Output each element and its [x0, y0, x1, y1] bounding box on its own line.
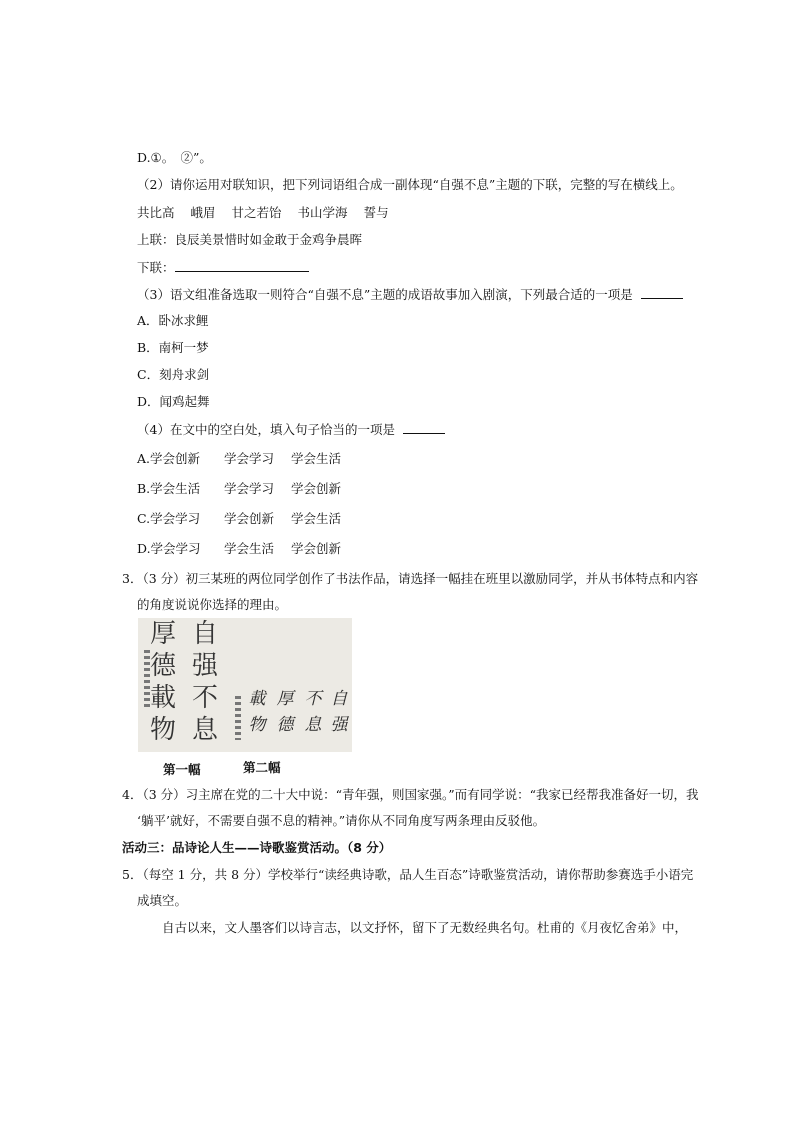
option-part: 学会学习: [224, 451, 275, 466]
option-part: 学会生活: [291, 451, 342, 466]
q4-prompt-text: （4）在文中的空白处，填入句子恰当的一项是: [137, 422, 395, 437]
q3-option-a: A．卧冰求鲤: [137, 313, 209, 328]
work1-column-1: 厚 德 載 物: [149, 619, 176, 745]
q3-prompt-text: （3）语文组准备选取一则符合“自强不息”主题的成语故事加入剧演，下列最合适的一项是: [137, 287, 633, 302]
word: 甘之若饴: [231, 205, 282, 220]
work2-column-1: 載 物: [248, 689, 266, 735]
question-3-line1: 3．（3 分）初三某班的两位同学创作了书法作品，请选择一幅挂在班里以激励同学，并从书体特点和内容: [122, 571, 699, 586]
word: 书山学海: [297, 205, 348, 220]
q3-prompt: [137, 286, 683, 303]
option-part: 学会学习: [224, 481, 275, 496]
question-5-line1: 5．（每空 1 分，共 8 分）学校举行“读经典诗歌，品人生百态”诗歌鉴赏活动，请你帮助参赛选手小语完: [122, 867, 694, 882]
question-3-line2: 的角度说说你选择的理由。: [137, 597, 288, 612]
option-part: 学会创新: [224, 511, 275, 526]
answer-blank[interactable]: [175, 259, 309, 272]
q2-upper-couplet: 上联：良辰美景惜时如金敢于金鸡争晨晖: [137, 232, 363, 247]
q4-prompt: [137, 421, 445, 438]
q4-option-b: [137, 481, 341, 497]
calligraphy-image: [138, 618, 352, 752]
option-part: 学会创新: [291, 541, 342, 556]
option-part: C.学会学习: [137, 511, 201, 526]
option-part: D.学会学习: [137, 541, 201, 556]
caption-work-1: 第一幅: [163, 762, 201, 777]
answer-blank[interactable]: [641, 286, 683, 299]
seal-mark: [235, 696, 241, 740]
q2-lower-couplet: [137, 259, 309, 276]
word: 誓与: [363, 205, 389, 220]
q4-option-d: [137, 541, 341, 557]
word: 峨眉: [190, 205, 216, 220]
option-part: A.学会创新: [137, 451, 201, 466]
question-4-line2: ‘躺平’就好，不需要自强不息的精神。”请你从不同角度写两条理由反驳他。: [137, 813, 546, 828]
q3-option-d: D．闻鸡起舞: [137, 394, 210, 409]
paragraph: 自古以来，文人墨客们以诗言志，以文抒怀，留下了无数经典名句。杜甫的《月夜忆舍弟》中，: [162, 920, 688, 935]
q3-option-c: C．刻舟求剑: [137, 367, 210, 382]
question-5-line2: 成填空。: [137, 893, 188, 908]
seal-mark: [144, 650, 150, 708]
option-part: B.学会生活: [137, 481, 201, 496]
option-part: 学会生活: [291, 511, 342, 526]
lower-label: 下联：: [137, 260, 175, 275]
question-4-line1: 4．（3 分）习主席在党的二十大中说：“青年强，则国家强。”而有同学说：“我家已经帮我准备好一切，我: [122, 787, 699, 802]
q3-option-b: B．南柯一梦: [137, 340, 209, 355]
q2-word-list: [137, 205, 389, 221]
caption-work-2: 第二幅: [243, 760, 281, 775]
work2-column-3: 不 息: [304, 689, 322, 735]
work1-column-2: 自 强 不 息: [191, 619, 218, 745]
option-part: 学会创新: [291, 481, 342, 496]
word: 共比高: [137, 205, 175, 220]
option-part: 学会生活: [224, 541, 275, 556]
activity-3-heading: 活动三：品诗论人生——诗歌鉴赏活动。（8 分）: [122, 840, 392, 855]
q4-option-a: [137, 451, 341, 467]
answer-blank[interactable]: [403, 421, 445, 434]
work2-column-2: 厚 德: [276, 689, 294, 735]
option-d-previous: D.①。 ②”。: [137, 150, 212, 165]
q4-option-c: [137, 511, 341, 527]
q2-prompt: （2）请你运用对联知识，把下列词语组合成一副体现“自强不息”主题的下联，完整的写在横线上。: [137, 177, 683, 192]
work2-column-4: 自 强: [330, 689, 348, 735]
